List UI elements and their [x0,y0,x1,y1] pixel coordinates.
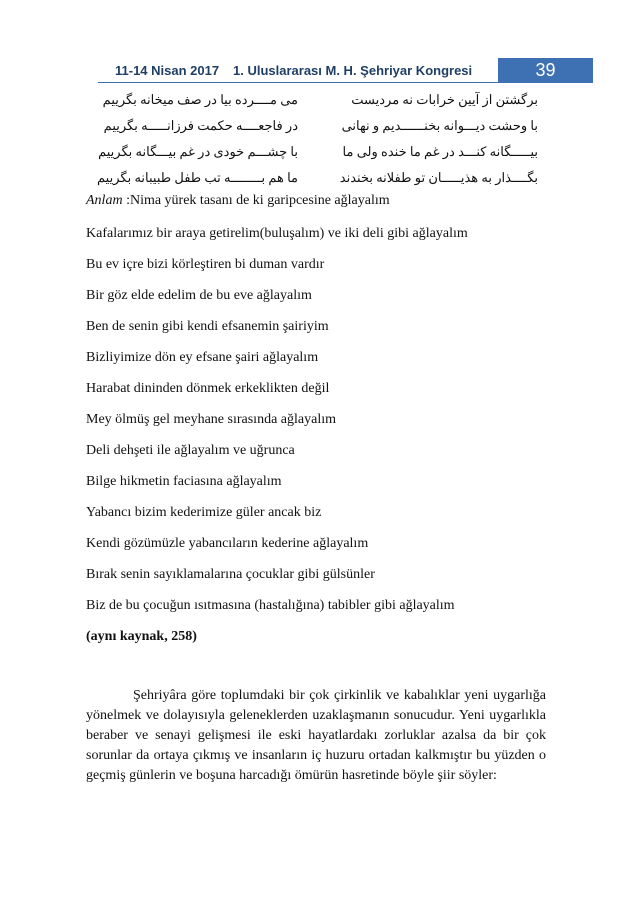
translation-line: Harabat dininden dönmek erkeklikten değil [86,381,330,396]
poem-hemistich-left: با چشـــم خودی در غم بیـــگانه بگرییم [98,144,298,159]
anlam-text: :Nima yürek tasanı de ki garipcesine ağlayalım [126,193,390,208]
poem-hemistich-right: برگشتن از آیین خرابات نه مردیست [351,92,538,107]
poem-hemistich-left: می مــــرده بیا در صف میخانه بگرییم [102,92,298,107]
poem-couplet [98,118,538,144]
translation-line: Ben de senin gibi kendi efsanemin şairiyim [86,319,329,334]
translation-line: Deli dehşeti ile ağlayalım ve uğrunca [86,443,295,458]
translation-line: Bir göz elde edelim de bu eve ağlayalım [86,288,312,303]
poem-hemistich-right: بگــــذار به هذیـــــان تو طفلانه بخندند [339,170,538,185]
translation-line: Kendi gözümüzle yabancıların kederine ağlayalım [86,536,369,551]
poem-hemistich-right: با وحشت دیـــوانه بخنــــــدیم و نهانی [341,118,538,133]
translation-intro [86,192,546,225]
page-number-badge: 39 [498,58,593,83]
header-date: 11-14 Nisan 2017 [115,63,220,78]
translation-line: Mey ölmüş gel meyhane sırasında ağlayalım [86,412,336,427]
translation-line: Bu ev içre bizi körleştiren bi duman vardır [86,257,325,272]
anlam-label: Anlam [86,193,123,208]
translation-line: Biz de bu çocuğun ısıtmasına (hastalığına) tabibler gibi ağlayalım [86,598,455,613]
header-conference-title: 1. Uluslararası M. H. Şehriyar Kongresi [233,63,473,78]
translation-line: Kafalarımız bir araya getirelim(buluşalım) ve iki deli gibi ağlayalım [86,226,468,241]
poem-hemistich-left: در فاجعــــه حکمت فرزانـــــه بگرییم [103,118,298,133]
persian-poem [98,92,538,196]
translation-line: Bırak senin sayıklamalarına çocuklar gibi gülsünler [86,567,375,582]
page-header [0,58,638,84]
poem-couplet [98,92,538,118]
body-paragraph: Şehriyâra göre toplumdaki bir çok çirkinlik ve kabalıklar yeni uygarlığa yönelmek ve dolayısıyla geleneklerden uzaklaşmanın sonucudur. Yeni uygarlıkla beraber ve senayi gelişmesi ile eski hayatlardakı zorluklar azalsa da bir çok sorunlar da ortaya çıkmış ve insanların iç huzuru ortadan kalkmıştır bu yüzden o geçmiş günlerin ve boşuna harcadığı ömürün hasretinde böyle şiir söyler: [86,688,546,783]
translation-line: Yabancı bizim kederimize güler ancak biz [86,505,322,520]
translation-line: Bizliyimize dön ey efsane şairi ağlayalım [86,350,319,365]
poem-couplet [98,144,538,170]
poem-hemistich-right: بیـــــگانه کنـــد در غم ما خنده ولی ما [342,144,538,159]
translation-line: Bilge hikmetin faciasına ağlayalım [86,474,282,489]
source-citation: (aynı kaynak, 258) [86,629,197,644]
poem-hemistich-left: ما هم بــــــــه تب طفل طبیبانه بگرییم [97,170,298,185]
header-rule [98,82,498,83]
turkish-translation [86,192,546,659]
